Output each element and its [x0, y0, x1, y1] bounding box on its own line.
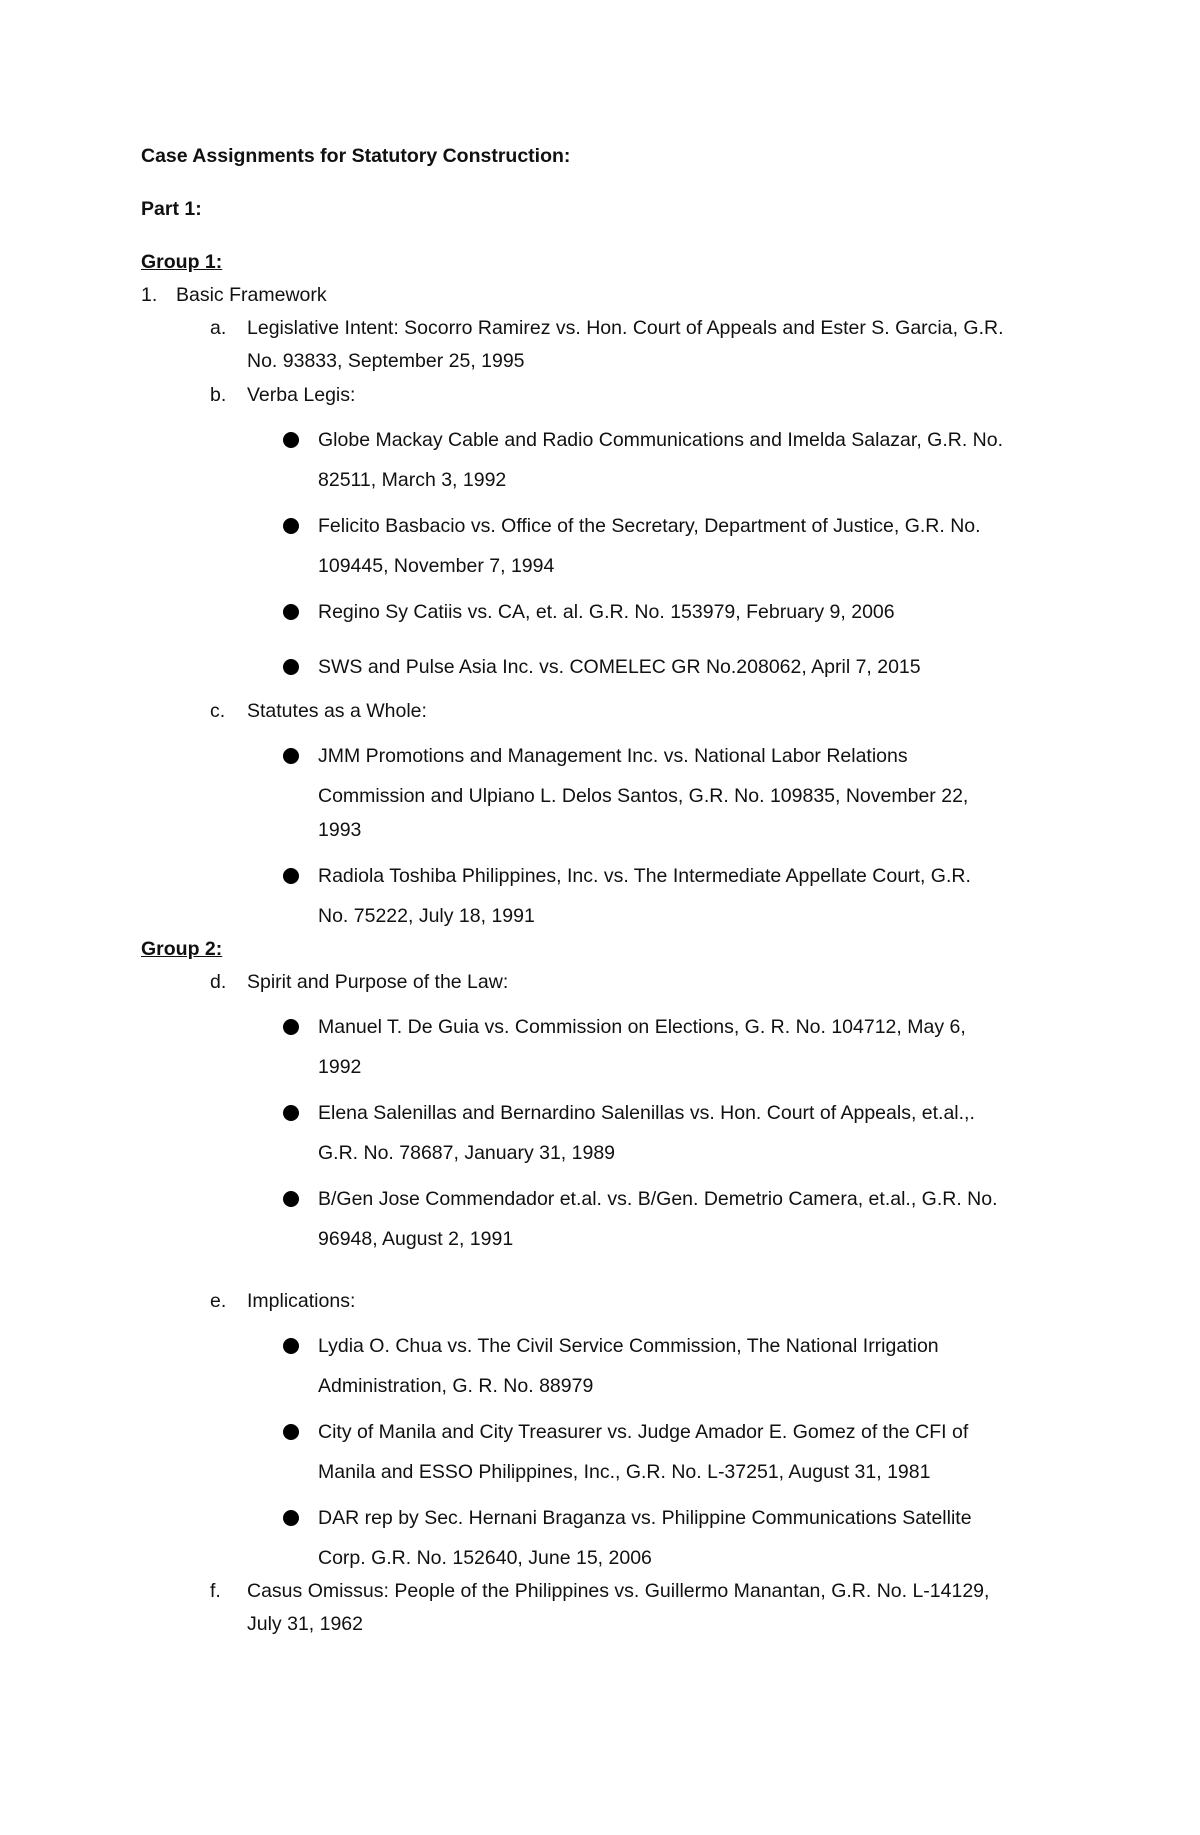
case-line: Lydia O. Chua vs. The Civil Service Commission, The National Irrigation [318, 1335, 939, 1357]
bullet-icon [283, 1191, 299, 1207]
item-d-letter: d. [210, 971, 227, 993]
part-heading: Part 1: [141, 198, 202, 220]
item-e-letter: e. [210, 1290, 227, 1312]
bullet-icon [283, 1019, 299, 1035]
case-line: Corp. G.R. No. 152640, June 15, 2006 [318, 1547, 652, 1569]
bullet-icon [283, 432, 299, 448]
case-line: Radiola Toshiba Philippines, Inc. vs. The Intermediate Appellate Court, G.R. [318, 865, 971, 887]
item-a-line-2: No. 93833, September 25, 1995 [247, 350, 525, 372]
case-line: Commission and Ulpiano L. Delos Santos, G.R. No. 109835, November 22, [318, 785, 969, 807]
document-title: Case Assignments for Statutory Construction: [141, 145, 571, 167]
group-1-label: Group 1: [141, 251, 223, 273]
topic-number: 1. [141, 284, 158, 306]
item-b-letter: b. [210, 384, 227, 406]
case-line: City of Manila and City Treasurer vs. Judge Amador E. Gomez of the CFI of [318, 1421, 969, 1443]
item-a-letter: a. [210, 317, 227, 339]
item-f-line-2: July 31, 1962 [247, 1613, 364, 1635]
item-c-heading: Statutes as a Whole: [247, 700, 427, 722]
case-line: 1993 [318, 819, 362, 841]
item-f-line-1: Casus Omissus: People of the Philippines vs. Guillermo Manantan, G.R. No. L-14129, [247, 1580, 990, 1602]
case-line: 109445, November 7, 1994 [318, 555, 555, 577]
item-d-heading: Spirit and Purpose of the Law: [247, 971, 509, 993]
case-line: SWS and Pulse Asia Inc. vs. COMELEC GR No.208062, April 7, 2015 [318, 656, 921, 678]
case-line: Regino Sy Catiis vs. CA, et. al. G.R. No. 153979, February 9, 2006 [318, 601, 895, 623]
case-line: Administration, G. R. No. 88979 [318, 1375, 594, 1397]
bullet-icon [283, 868, 299, 884]
case-line: Manuel T. De Guia vs. Commission on Elections, G. R. No. 104712, May 6, [318, 1016, 966, 1038]
case-line: 1992 [318, 1056, 362, 1078]
bullet-icon [283, 659, 299, 675]
case-line: B/Gen Jose Commendador et.al. vs. B/Gen. Demetrio Camera, et.al., G.R. No. [318, 1188, 998, 1210]
bullet-icon [283, 1105, 299, 1121]
case-line: DAR rep by Sec. Hernani Braganza vs. Philippine Communications Satellite [318, 1507, 972, 1529]
item-c-letter: c. [210, 700, 226, 722]
item-f-letter: f. [210, 1580, 221, 1602]
case-line: 96948, August 2, 1991 [318, 1228, 514, 1250]
item-e-heading: Implications: [247, 1290, 356, 1312]
bullet-icon [283, 748, 299, 764]
bullet-icon [283, 1338, 299, 1354]
topic-heading: Basic Framework [176, 284, 327, 306]
bullet-icon [283, 518, 299, 534]
item-b-heading: Verba Legis: [247, 384, 356, 406]
case-line: 82511, March 3, 1992 [318, 469, 507, 491]
case-line: Elena Salenillas and Bernardino Salenillas vs. Hon. Court of Appeals, et.al.,. [318, 1102, 975, 1124]
bullet-icon [283, 604, 299, 620]
bullet-icon [283, 1424, 299, 1440]
bullet-icon [283, 1510, 299, 1526]
case-line: Globe Mackay Cable and Radio Communications and Imelda Salazar, G.R. No. [318, 429, 1004, 451]
item-a-line-1: Legislative Intent: Socorro Ramirez vs. Hon. Court of Appeals and Ester S. Garcia, G.R. [247, 317, 1004, 339]
case-line: JMM Promotions and Management Inc. vs. National Labor Relations [318, 745, 908, 767]
group-2-label: Group 2: [141, 938, 223, 960]
case-line: Felicito Basbacio vs. Office of the Secretary, Department of Justice, G.R. No. [318, 515, 981, 537]
case-line: No. 75222, July 18, 1991 [318, 905, 535, 927]
case-line: G.R. No. 78687, January 31, 1989 [318, 1142, 616, 1164]
case-line: Manila and ESSO Philippines, Inc., G.R. No. L-37251, August 31, 1981 [318, 1461, 931, 1483]
